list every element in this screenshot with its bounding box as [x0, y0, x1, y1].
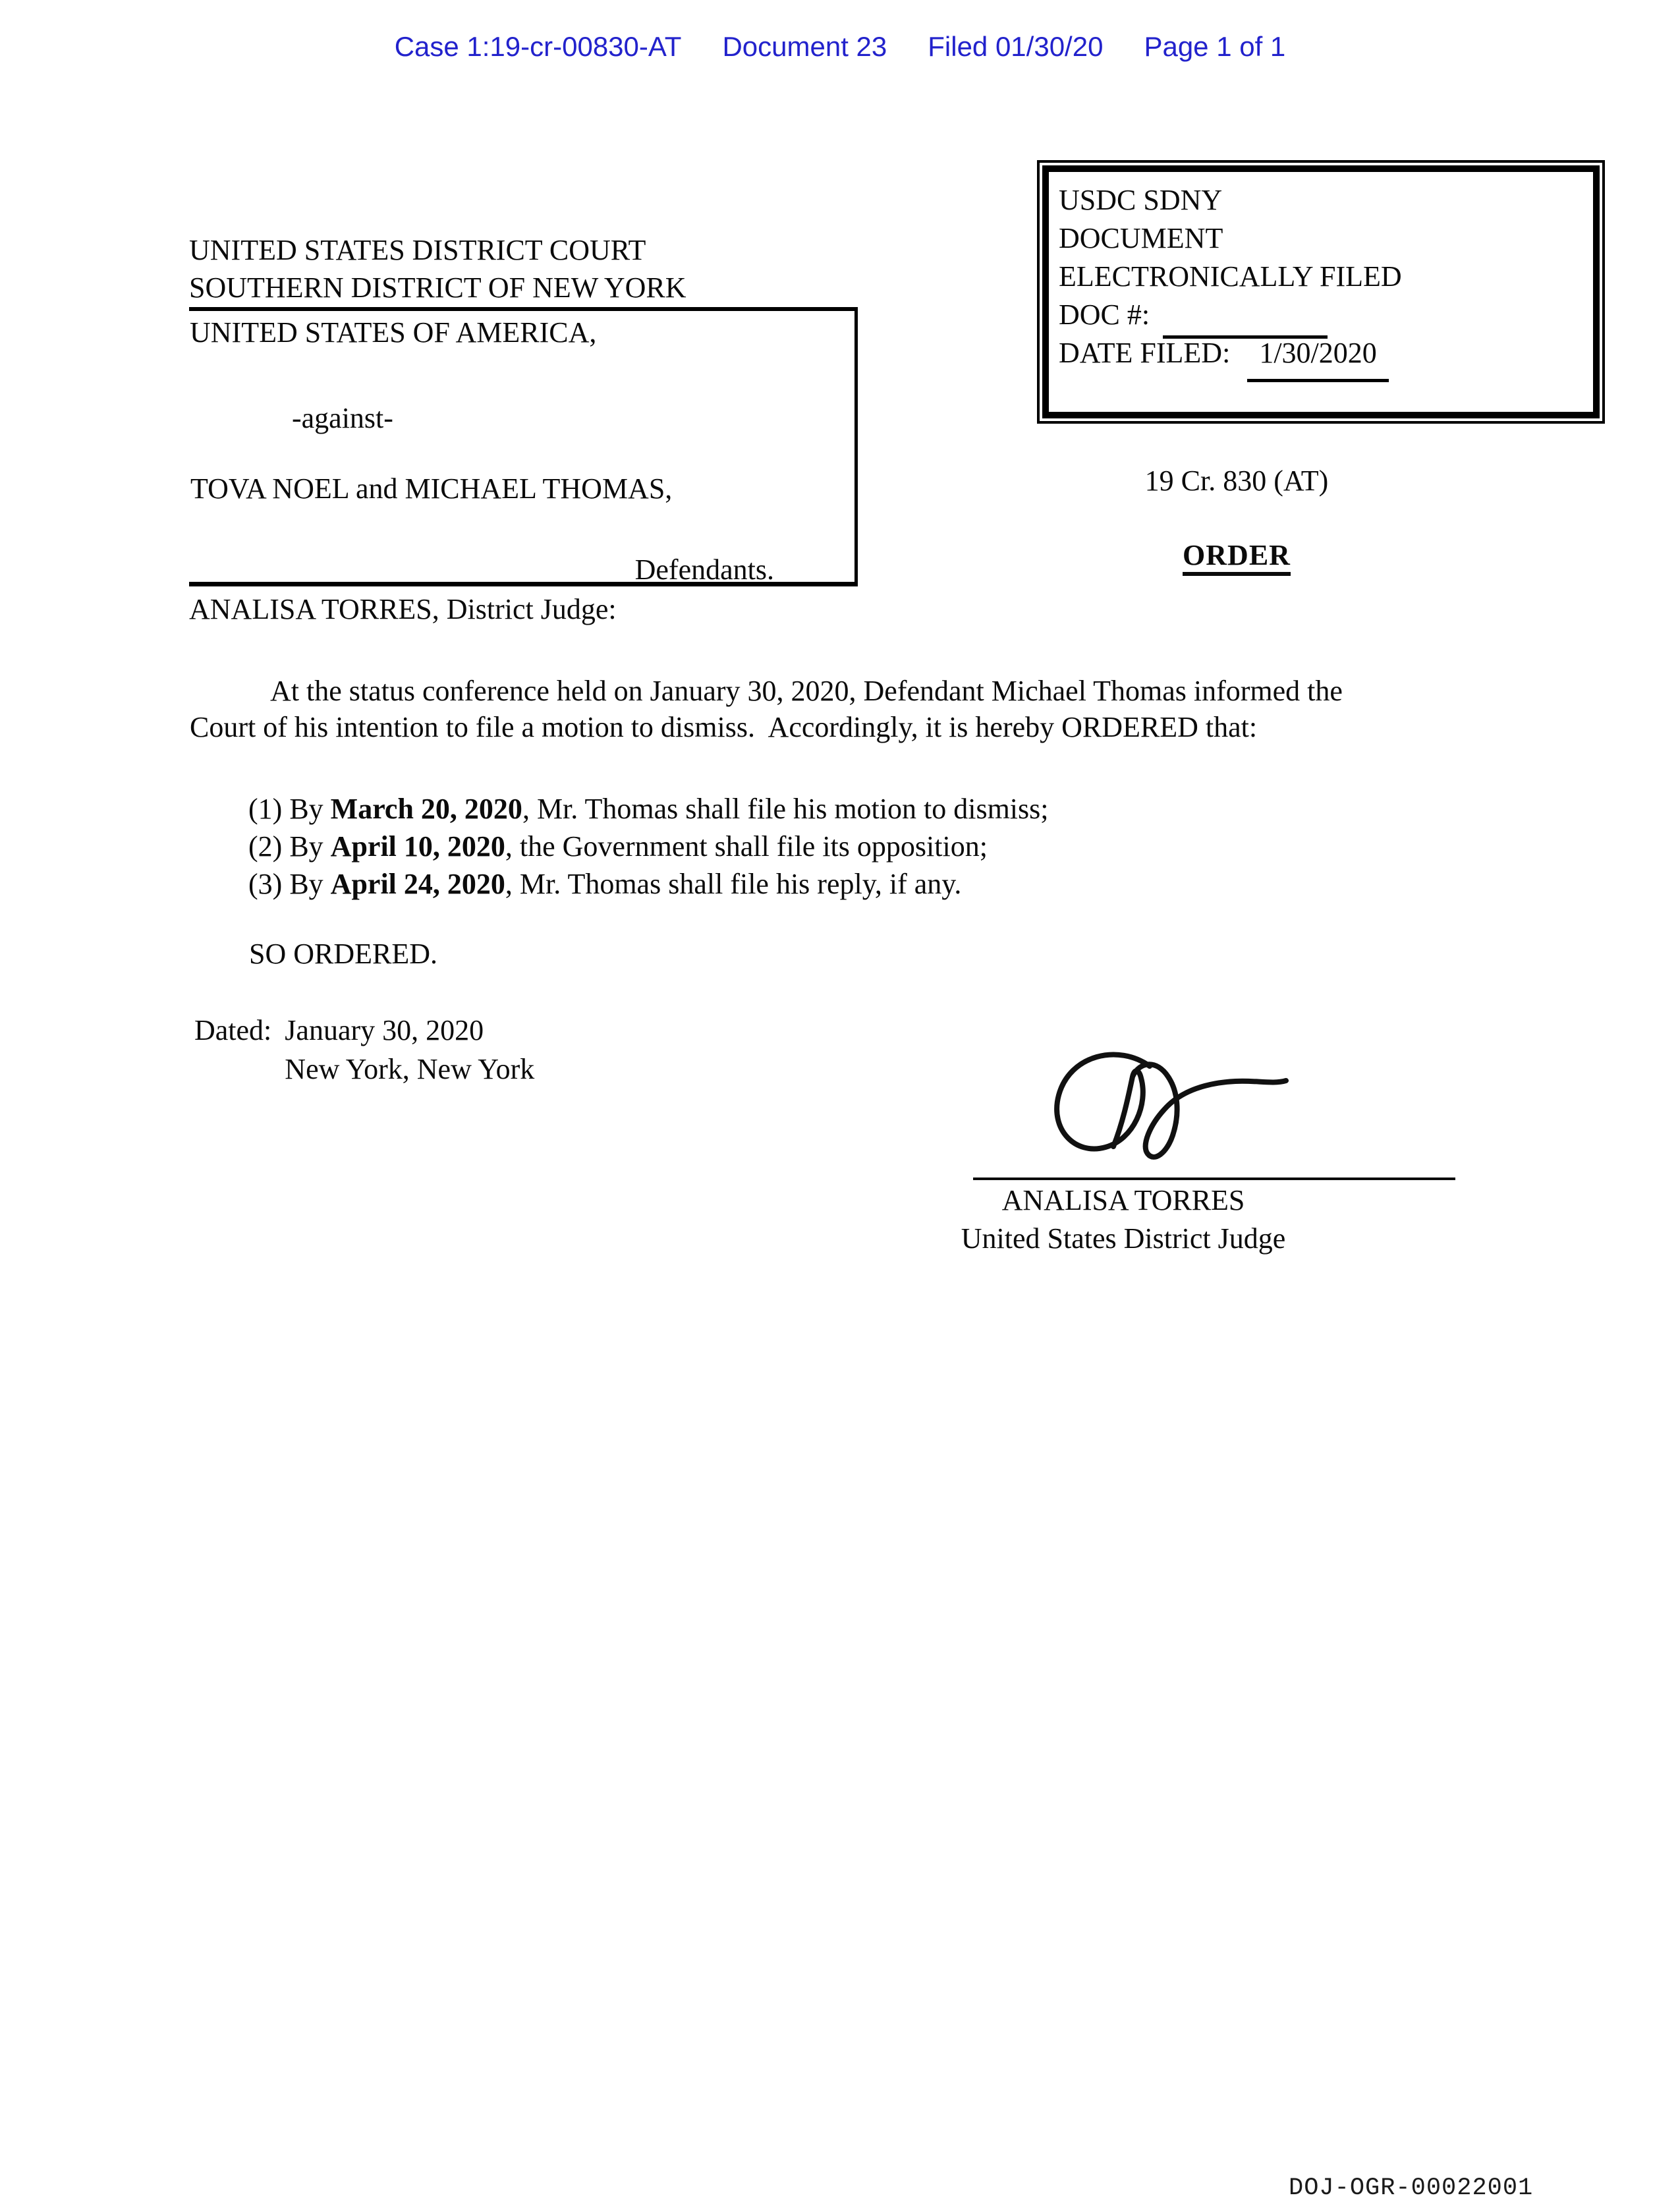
- stamp-document-word: DOCUMENT: [1059, 222, 1223, 254]
- judge-title: United States District Judge: [961, 1222, 1286, 1255]
- order-item-date: March 20, 2020: [330, 793, 522, 825]
- order-item-text: , Mr. Thomas shall file his motion to dismiss;: [522, 793, 1049, 825]
- ecf-header: [0, 33, 1680, 61]
- order-item: [248, 790, 1049, 828]
- bates-number: DOJ-OGR-00022001: [1289, 2174, 1534, 2202]
- case-number: 19 Cr. 830 (AT): [1144, 465, 1329, 497]
- dated-date: January 30, 2020: [285, 1014, 484, 1046]
- order-item-text: By: [282, 868, 331, 900]
- district-name-line: SOUTHERN DISTRICT OF NEW YORK: [189, 271, 686, 304]
- signature-line: [973, 1177, 1455, 1180]
- stamp-date-filed-value: 1/30/2020: [1247, 334, 1388, 382]
- order-items-list: [248, 790, 1049, 903]
- stamp-date-filed-label: DATE FILED:: [1059, 337, 1231, 369]
- order-item-date: April 24, 2020: [330, 868, 505, 900]
- defendant-names: TOVA NOEL and MICHAEL THOMAS,: [190, 472, 673, 505]
- order-item-number: (1): [248, 793, 283, 825]
- dated-place: New York, New York: [285, 1053, 535, 1085]
- defendants-label: Defendants.: [634, 553, 774, 586]
- efiling-stamp-box: [1037, 160, 1605, 424]
- order-item-date: April 10, 2020: [330, 830, 505, 863]
- order-item-text: By: [282, 830, 331, 863]
- order-item-text: , Mr. Thomas shall file his reply, if any.: [505, 868, 962, 900]
- court-name-line: UNITED STATES DISTRICT COURT: [189, 234, 646, 266]
- order-item: [248, 865, 1049, 903]
- efiling-stamp-inner-border: [1042, 165, 1600, 418]
- header-document-number: Document 23: [722, 31, 887, 62]
- judge-intro-line: ANALISA TORRES, District Judge:: [189, 593, 617, 625]
- order-item-number: (2): [248, 830, 283, 863]
- judge-name: ANALISA TORRES: [1001, 1184, 1245, 1216]
- stamp-court-name: USDC SDNY: [1059, 184, 1223, 216]
- stamp-doc-number-row: [1059, 296, 1586, 334]
- order-paragraph: At the status conference held on January 30, 2020, Defendant Michael Thomas informed the Court of his intention to file a motion to dismiss. Accordingly, it is hereby ORDERED that:: [190, 675, 1350, 743]
- caption-box: [189, 307, 858, 586]
- header-filed-date: Filed 01/30/20: [928, 31, 1104, 62]
- order-item-text: By: [282, 793, 331, 825]
- order-title-wrap: [1055, 541, 1418, 576]
- so-ordered-line: SO ORDERED.: [249, 938, 438, 970]
- order-title: ORDER: [1183, 541, 1291, 576]
- stamp-doc-number-blank-line: [1163, 335, 1328, 339]
- dated-label: Dated:: [194, 1014, 272, 1046]
- header-page-number: Page 1 of 1: [1144, 31, 1286, 62]
- order-item-text: , the Government shall file its opposition;: [505, 830, 988, 863]
- stamp-doc-number-label: DOC #:: [1059, 298, 1150, 331]
- stamp-electronically-filed: ELECTRONICALLY FILED: [1059, 260, 1402, 293]
- header-case-number: Case 1:19-cr-00830-AT: [394, 31, 682, 62]
- plaintiff-name: UNITED STATES OF AMERICA,: [190, 316, 597, 349]
- order-item-number: (3): [248, 868, 283, 900]
- judge-signature-icon: [1041, 1048, 1331, 1186]
- stamp-date-filed-row: [1059, 334, 1586, 382]
- against-label: -against-: [292, 402, 393, 434]
- order-item: [248, 828, 1049, 865]
- dated-block: [194, 1011, 534, 1089]
- dated-values: [285, 1011, 534, 1089]
